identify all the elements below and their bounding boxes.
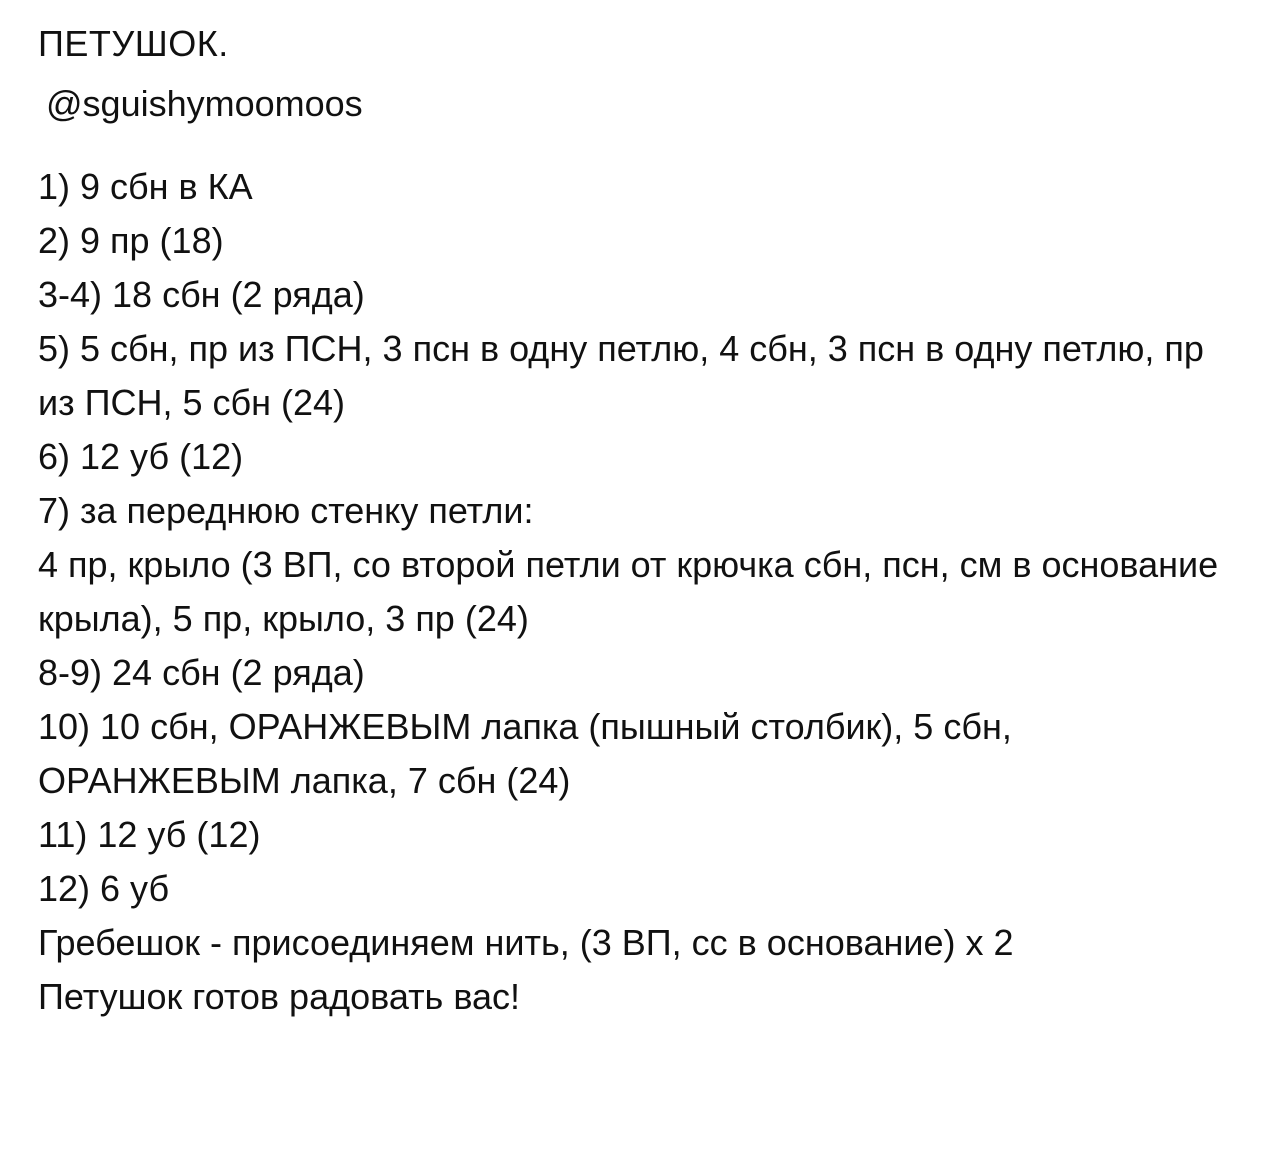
instruction-line: 4 пр, крыло (3 ВП, со второй петли от крючка сбн, псн, см в основание крыла), 5 пр, крыло, 3 пр (24) [38,544,1219,639]
instruction-line: 8-9) 24 сбн (2 ряда) [38,652,365,693]
instruction-line: 2) 9 пр (18) [38,220,224,261]
instruction-line: 10) 10 сбн, ОРАНЖЕВЫМ лапка (пышный столбик), 5 сбн, ОРАНЖЕВЫМ лапка, 7 сбн (24) [38,706,1012,801]
instruction-line: 7) за переднюю стенку петли: [38,490,534,531]
author-handle: @sguishymoomoos [46,83,363,124]
instruction-line: 3-4) 18 сбн (2 ряда) [38,274,365,315]
instruction-line: 6) 12 уб (12) [38,436,244,477]
instruction-line: Гребешок - присоединяем нить, (3 ВП, сс в основание) х 2 [38,922,1014,963]
page-title: ПЕТУШОК. [38,23,229,64]
instruction-line: 11) 12 уб (12) [38,814,261,855]
instruction-line: 1) 9 сбн в КА [38,166,253,207]
instruction-line: 5) 5 сбн, пр из ПСН, 3 псн в одну петлю, 4 сбн, 3 псн в одну петлю, пр из ПСН, 5 сбн (24) [38,328,1204,423]
instruction-line: 12) 6 уб [38,868,170,909]
pattern-instructions [38,160,1238,1024]
closing-line: Петушок готов радовать вас! [38,976,521,1017]
